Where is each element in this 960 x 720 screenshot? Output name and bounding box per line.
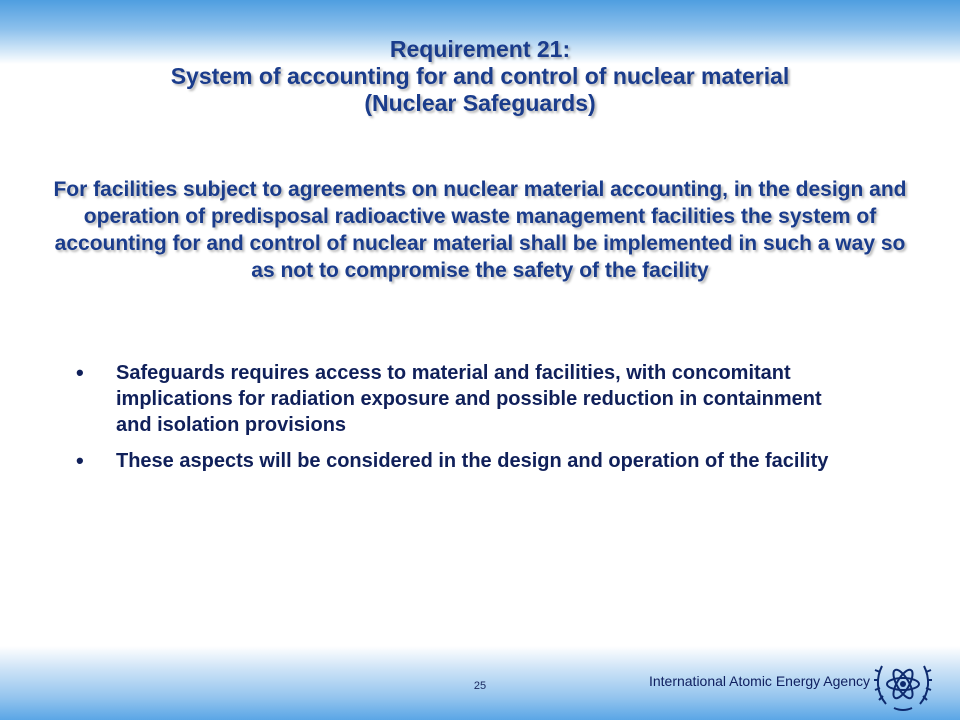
requirement-statement: For facilities subject to agreements on nuclear material accounting, in the design and operation of predisposal radioactive waste management facilities the system of accounting for and control of nuclear material shall be implemented in such a way so as not to compromise the safety of the facility bbox=[53, 178, 907, 282]
agency-name: International Atomic Energy Agency bbox=[648, 673, 870, 689]
page-number: 25 bbox=[473, 680, 487, 692]
title-line-1: Requirement 21: bbox=[389, 36, 571, 62]
iaea-emblem-icon bbox=[872, 654, 934, 714]
bullet-item bbox=[72, 448, 852, 474]
bullet-item bbox=[72, 360, 852, 438]
bullet-text: Safeguards requires access to material and facilities, with concomitant implications for radiation exposure and possible reduction in containment and isolation provisions bbox=[116, 362, 822, 436]
title-line-2: System of accounting for and control of nuclear material bbox=[170, 63, 790, 89]
bullet-dot-icon: • bbox=[76, 360, 84, 385]
bullet-dot-icon: • bbox=[76, 448, 84, 473]
bullet-text: These aspects will be considered in the design and operation of the facility bbox=[116, 450, 829, 472]
slide-title bbox=[40, 36, 920, 117]
title-line-3: (Nuclear Safeguards) bbox=[364, 90, 596, 116]
bullet-list bbox=[72, 360, 852, 484]
